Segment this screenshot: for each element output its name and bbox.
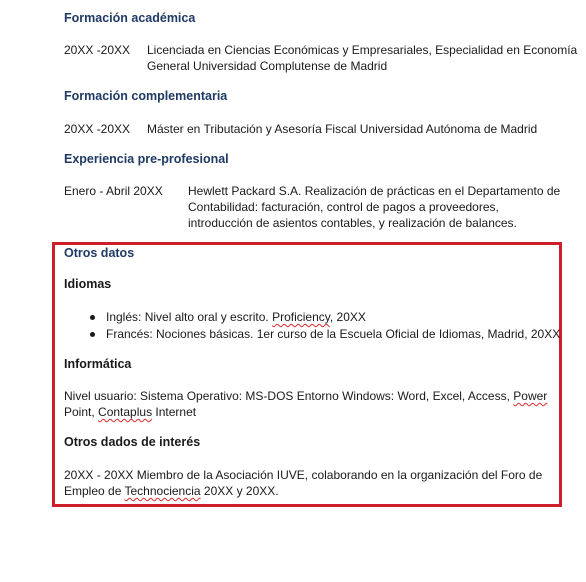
section-heading-complementary: Formación complementaria xyxy=(64,89,228,103)
section-heading-academic: Formación académica xyxy=(64,11,196,25)
interests-heading: Otros dados de interés xyxy=(64,435,201,449)
section-heading-experience: Experiencia pre-profesional xyxy=(64,152,229,166)
interests-line-2-text: Empleo de xyxy=(64,484,125,498)
it-line-1-text: Nivel usuario: Sistema Operativo: MS-DOS Entorno Windows: Word, Excel, Access, xyxy=(64,389,514,403)
english-marked-word: Proficiency xyxy=(272,310,330,324)
complementary-line-1: Máster en Tributación y Asesoría Fiscal Universidad Autónoma de Madrid xyxy=(147,122,538,136)
languages-heading: Idiomas xyxy=(64,277,112,291)
bullet-icon xyxy=(90,332,95,337)
english-text: Inglés: Nivel alto oral y escrito. xyxy=(106,310,273,324)
interests-line-2 xyxy=(64,483,279,500)
academic-date: 20XX -20XX xyxy=(64,43,131,57)
it-heading: Informática xyxy=(64,357,132,371)
language-english xyxy=(106,309,366,326)
academic-line-1: Licenciada en Ciencias Económicas y Empresariales, Especialidad en Economía xyxy=(147,43,578,57)
it-marked-word-contaplus: Contaplus xyxy=(98,405,153,419)
complementary-date: 20XX -20XX xyxy=(64,122,131,136)
english-year: , 20XX xyxy=(329,310,366,324)
interests-line-1: 20XX - 20XX Miembro de la Asociación IUVE, colaborando en la organización del Foro de xyxy=(64,468,543,482)
it-marked-word-power: Power xyxy=(513,389,548,403)
it-line-1 xyxy=(64,388,547,405)
experience-line-3: introducción de asientos contables, y realización de balances. xyxy=(188,216,517,230)
language-french: Francés: Nociones básicas. 1er curso de la Escuela Oficial de Idiomas, Madrid, 20XX xyxy=(106,327,561,341)
experience-line-1: Hewlett Packard S.A. Realización de prácticas en el Departamento de xyxy=(188,184,561,198)
bullet-icon xyxy=(90,315,95,320)
experience-date: Enero - Abril 20XX xyxy=(64,184,163,198)
interests-marked-word: Technociencia xyxy=(124,484,201,498)
experience-line-2: Contabilidad: facturación, control de pagos a proveedores, xyxy=(188,200,499,214)
section-heading-other: Otros datos xyxy=(64,246,135,260)
it-line-2 xyxy=(64,404,196,421)
it-line-2-text: Point, xyxy=(64,405,99,419)
academic-line-2: General Universidad Complutense de Madrid xyxy=(147,59,388,73)
interests-line-2-suffix: 20XX y 20XX. xyxy=(200,484,279,498)
it-line-2-suffix: Internet xyxy=(152,405,197,419)
